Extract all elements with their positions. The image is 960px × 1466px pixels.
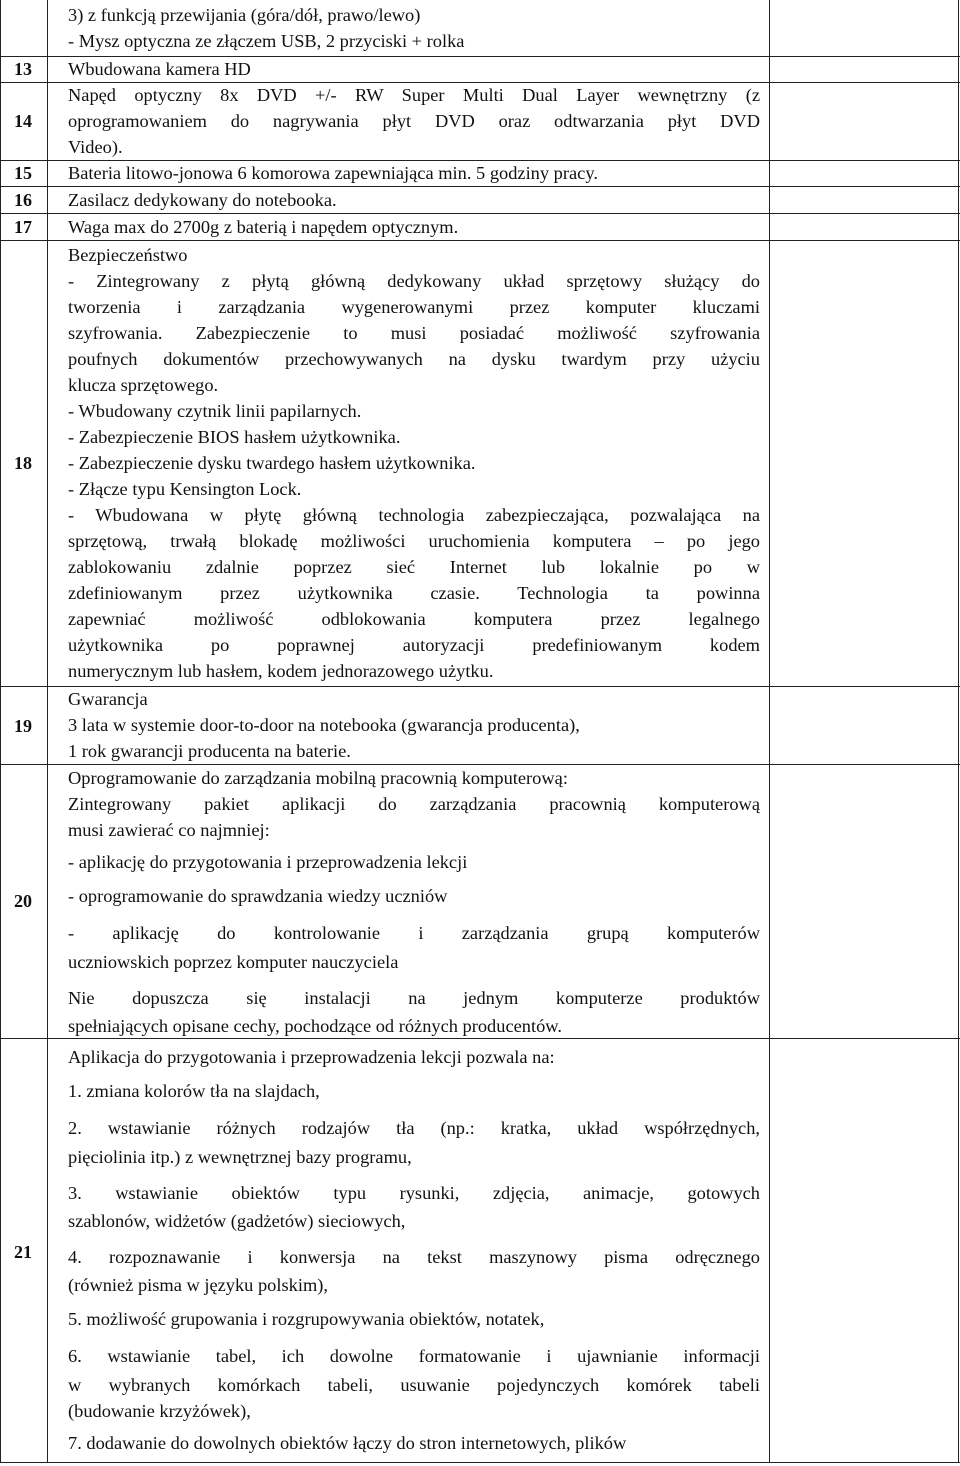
row-text-line: Video).: [68, 137, 123, 157]
row-divider: [0, 1462, 960, 1463]
row-text-line: Waga max do 2700g z baterią i napędem optycznym.: [68, 217, 459, 237]
row-number: 14: [14, 111, 32, 131]
table-row: [68, 160, 760, 186]
table-row: [68, 214, 760, 240]
row-text-line: Nie dopuszcza się instalacji na jednym komputerze produktów: [68, 988, 760, 1008]
row-number: 16: [14, 190, 32, 210]
row-text-line: numerycznym lub hasłem, kodem jednorazowego użytku.: [68, 661, 494, 681]
table-border-right: [958, 0, 959, 1463]
row-text-line: 3) z funkcją przewijania (góra/dół, prawo/lewo): [68, 5, 421, 25]
row-divider: [0, 240, 960, 241]
table-row: [68, 765, 760, 1039]
row-number: 17: [14, 217, 32, 237]
row-text-line: zapewniać możliwość odblokowania komputera przez legalnego: [68, 609, 760, 629]
row-text-line: uczniowskich poprzez komputer nauczyciela: [68, 952, 399, 972]
row-text-line: - aplikację do przygotowania i przeprowadzenia lekcji: [68, 852, 468, 872]
row-text-line: 2. wstawianie różnych rodzajów tła (np.: kratka, układ współrzędnych,: [68, 1118, 760, 1138]
row-text-line: Wbudowana kamera HD: [68, 59, 251, 79]
table-row-continuation: [68, 2, 760, 54]
row-text-line: spełniających opisane cechy, pochodzące od różnych producentów.: [68, 1016, 562, 1036]
row-text-line: Napęd optyczny 8x DVD +/- RW Super Multi Dual Layer wewnętrzny (z: [68, 85, 760, 105]
column-divider-value: [769, 0, 770, 1463]
row-text-line: klucza sprzętowego.: [68, 375, 219, 395]
row-text-line: Bezpieczeństwo: [68, 245, 188, 265]
row-text-line: 5. możliwość grupowania i rozgrupowywania obiektów, notatek,: [68, 1309, 545, 1329]
row-text-line: - Wbudowana w płytę główną technologia zabezpieczająca, pozwalająca na: [68, 505, 760, 525]
row-number: 18: [14, 453, 32, 473]
row-text-line: (również pisma w języku polskim),: [68, 1275, 328, 1295]
column-divider-number: [47, 0, 48, 1463]
row-text-line: pięciolinia itp.) z wewnętrznej bazy programu,: [68, 1147, 412, 1167]
table-row: [68, 187, 760, 213]
table-row: [68, 82, 760, 160]
row-text-line: Oprogramowanie do zarządzania mobilną pracownią komputerową:: [68, 768, 568, 788]
row-text-line: tworzenia i zarządzania wygenerowanymi przez komputer kluczami: [68, 297, 760, 317]
row-text-line: 3 lata w systemie door-to-door na notebooka (gwarancja producenta),: [68, 715, 580, 735]
row-text-line: (budowanie krzyżówek),: [68, 1401, 251, 1421]
table-row: [68, 56, 760, 82]
row-text-line: - Zabezpieczenie BIOS hasłem użytkownika.: [68, 427, 401, 447]
row-text-line: 1 rok gwarancji producenta na baterie.: [68, 741, 351, 761]
row-text-line: - Wbudowany czytnik linii papilarnych.: [68, 401, 362, 421]
row-text-line: 3. wstawianie obiektów typu rysunki, zdjęcia, animacje, gotowych: [68, 1183, 760, 1203]
row-number: 21: [14, 1242, 32, 1262]
row-text-line: Bateria litowo-jonowa 6 komorowa zapewniająca min. 5 godziny pracy.: [68, 163, 598, 183]
row-text-line: 4. rozpoznawanie i konwersja na tekst maszynowy pisma odręcznego: [68, 1247, 760, 1267]
row-number: 20: [14, 891, 32, 911]
row-text-line: 1. zmiana kolorów tła na slajdach,: [68, 1081, 320, 1101]
row-text-line: Zasilacz dedykowany do notebooka.: [68, 190, 337, 210]
row-text-line: - Zintegrowany z płytą główną dedykowany układ sprzętowy służący do: [68, 271, 760, 291]
table-row: [68, 686, 760, 764]
row-text-line: użytkownika po poprawnej autoryzacji predefiniowanym kodem: [68, 635, 760, 655]
row-text-line: - Zabezpieczenie dysku twardego hasłem użytkownika.: [68, 453, 476, 473]
row-text-line: - aplikację do kontrolowanie i zarządzania grupą komputerów: [68, 923, 760, 943]
row-text-line: Aplikacja do przygotowania i przeprowadzenia lekcji pozwala na:: [68, 1047, 555, 1067]
row-text-line: 7. dodawanie do dowolnych obiektów łączy do stron internetowych, plików: [68, 1433, 627, 1453]
row-text-line: - Mysz optyczna ze złączem USB, 2 przyciski + rolka: [68, 31, 465, 51]
row-text-line: zdefiniowanym przez użytkownika czasie. Technologia ta powinna: [68, 583, 760, 603]
row-text-line: musi zawierać co najmniej:: [68, 820, 270, 840]
row-text-line: w wybranych komórkach tabeli, usuwanie pojedynczych komórek tabeli: [68, 1375, 760, 1395]
row-number: 19: [14, 716, 32, 736]
row-text-line: Zintegrowany pakiet aplikacji do zarządzania pracownią komputerową: [68, 794, 760, 814]
row-text-line: oprogramowaniem do nagrywania płyt DVD oraz odtwarzania płyt DVD: [68, 111, 760, 131]
row-text-line: szablonów, widżetów (gadżetów) sieciowych,: [68, 1211, 406, 1231]
row-number: 13: [14, 59, 32, 79]
row-text-line: - oprogramowanie do sprawdzania wiedzy uczniów: [68, 886, 448, 906]
row-text-line: zablokowaniu zdalnie poprzez sieć Internet lub lokalnie po w: [68, 557, 760, 577]
row-text-line: poufnych dokumentów przechowywanych na dysku twardym przy użyciu: [68, 349, 760, 369]
row-text-line: 6. wstawianie tabel, ich dowolne formatowanie i ujawnianie informacji: [68, 1346, 760, 1366]
row-text-line: sprzętową, trwałą blokadę możliwości uruchomienia komputera – po jego: [68, 531, 760, 551]
table-row: [68, 242, 760, 684]
row-number: 15: [14, 163, 32, 183]
row-text-line: Gwarancja: [68, 689, 148, 709]
row-text-line: - Złącze typu Kensington Lock.: [68, 479, 302, 499]
row-text-line: szyfrowania. Zabezpieczenie to musi posiadać możliwość szyfrowania: [68, 323, 760, 343]
table-row: [68, 1044, 760, 1456]
